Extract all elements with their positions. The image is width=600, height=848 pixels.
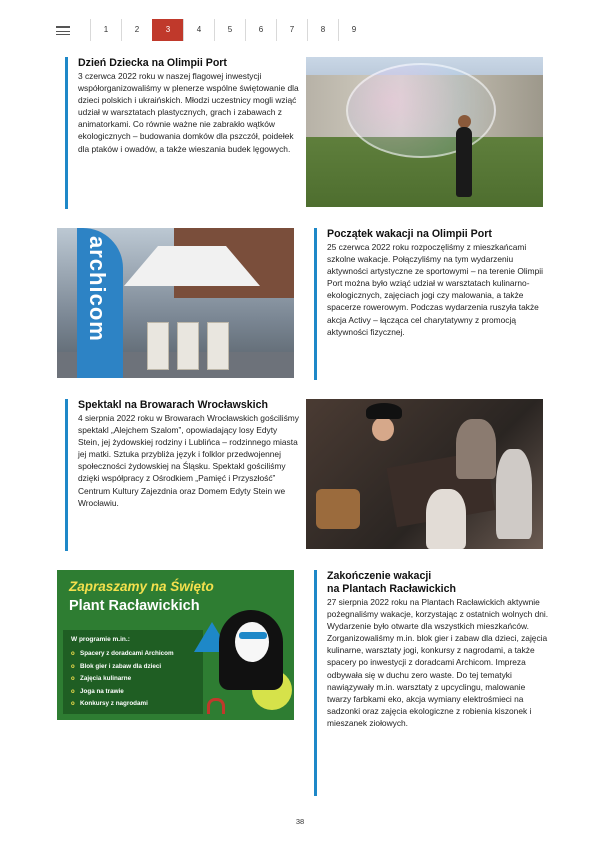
section-title-line2: na Plantach Racławickich — [327, 583, 456, 595]
section-zakonczenie-wakacji — [314, 570, 549, 796]
arch-decoration — [207, 698, 225, 714]
photo-bubble-event — [306, 57, 543, 207]
poster-program-heading: W programie m.in.: — [71, 636, 130, 643]
section-spektakl — [65, 399, 300, 551]
section-body: 3 czerwca 2022 roku w naszej flagowej inwestycji współorganizowaliśmy w plenerze wspólne świętowanie dla dzieci polskich i ukraińskich. Młodzi uczestnicy mogli wziąć udział w warsztatach plastycznych, grach i zabawach z animatorkami. Co równie ważne nie zabrakło wątków ekologicznych – budowania domków dla pszczół, poidełek dla ptaków i owadów, a także wieszania budek lęgowych. — [78, 71, 299, 154]
section-body: 27 sierpnia 2022 roku na Plantach Racławickich aktywnie pożegnaliśmy wakacje, korzystając z ostatnich wolnych dni. Wydarzenie było otwarte dla wszystkich mieszkańców. Zorganizowaliśmy m.in. blok gier i zabaw dla dzieci, zajęcia kulinarne, warsztaty jogi, konkursy z nagrodami, a także spacery po inwestycji z doradcami Archicom. Impreza odbywała się w duchu zero waste. Do tej tematyki nawiązywały m.in. warsztaty z upcyclingu, malowanie twarzy farbkami eko, akcja wymiany elektrośmieci na sadzonki oraz zajęcia ekologiczne z robienia kiszonek i mieszanek ziołowych. — [327, 597, 549, 728]
page-tab-3-active[interactable]: 3 — [152, 19, 183, 41]
section-title: Początek wakacji na Olimpii Port — [327, 228, 492, 240]
list-item: o Blok gier i zabaw dla dzieci — [71, 661, 174, 674]
page-tab-4[interactable]: 4 — [183, 19, 214, 41]
list-item: o Joga na trawie — [71, 686, 174, 699]
page-tab-5[interactable]: 5 — [214, 19, 245, 41]
page-tab-6[interactable]: 6 — [245, 19, 276, 41]
page-tabs — [90, 19, 369, 41]
section-poczatek-wakacji — [314, 228, 549, 380]
section-title: Dzień Dziecka na Olimpii Port — [78, 57, 227, 69]
poster-title-line1: Zapraszamy na Święto — [69, 579, 214, 594]
section-title: Spektakl na Browarach Wrocławskich — [78, 399, 268, 411]
list-item: o Konkursy z nagrodami — [71, 698, 174, 711]
list-item: o Zajęcia kulinarne — [71, 673, 174, 686]
page-tab-8[interactable]: 8 — [307, 19, 338, 41]
page-tab-1[interactable]: 1 — [90, 19, 121, 41]
page-tab-7[interactable]: 7 — [276, 19, 307, 41]
page-number: 38 — [295, 817, 305, 826]
poster-plant-raclawickich — [57, 570, 294, 720]
photo-theatre-dance — [306, 399, 543, 549]
list-item: o Spacery z doradcami Archicom — [71, 648, 174, 661]
page-tab-9[interactable]: 9 — [338, 19, 369, 41]
section-title-line1: Zakończenie wakacji — [327, 570, 432, 582]
poster-program-list — [71, 648, 174, 711]
photo-archicom-tent — [57, 228, 294, 378]
poster-title-line2: Plant Racławickich — [69, 598, 200, 614]
archicom-banner: archicom — [85, 236, 110, 342]
sunglasses-icon — [239, 632, 267, 639]
section-dzien-dziecka — [65, 57, 300, 209]
page-navigation — [48, 19, 378, 41]
section-body: 25 czerwca 2022 roku rozpoczęliśmy z mieszkańcami szkolne wakacje. Połączyliśmy na tym wydarzeniu aktywności artystyczne ze sportowymi – na terenie Olimpii Port można było wziąć udział w warsztatach kulinarno-ekologicznych, zajęciach jogi czy malowania, a także spacerze rowerowym. Podczas wydarzenia ruszyła także akcja Activy – łącząca cel charytatywny z promocją aktywności fizycznej. — [327, 242, 543, 337]
page-tab-2[interactable]: 2 — [121, 19, 152, 41]
section-body: 4 sierpnia 2022 roku w Browarach Wrocławskich gościliśmy spektakl „Alejchem Szalom”, opowiadający losy Edyty Stein, jej żydowskiej rodziny i Lublińca – rodzinnego miasta jej matki. Sztuka przybliża język i folklor przedwojennej społeczności żydowskiej na Śląsku. Spektakl gościliśmy dzięki współpracy z Ośrodkiem „Pamięć i Przyszłość” Centrum Kultury Zajezdnia oraz Domem Edyty Stein we Wrocławiu. — [78, 413, 299, 508]
menu-icon[interactable] — [56, 27, 70, 35]
